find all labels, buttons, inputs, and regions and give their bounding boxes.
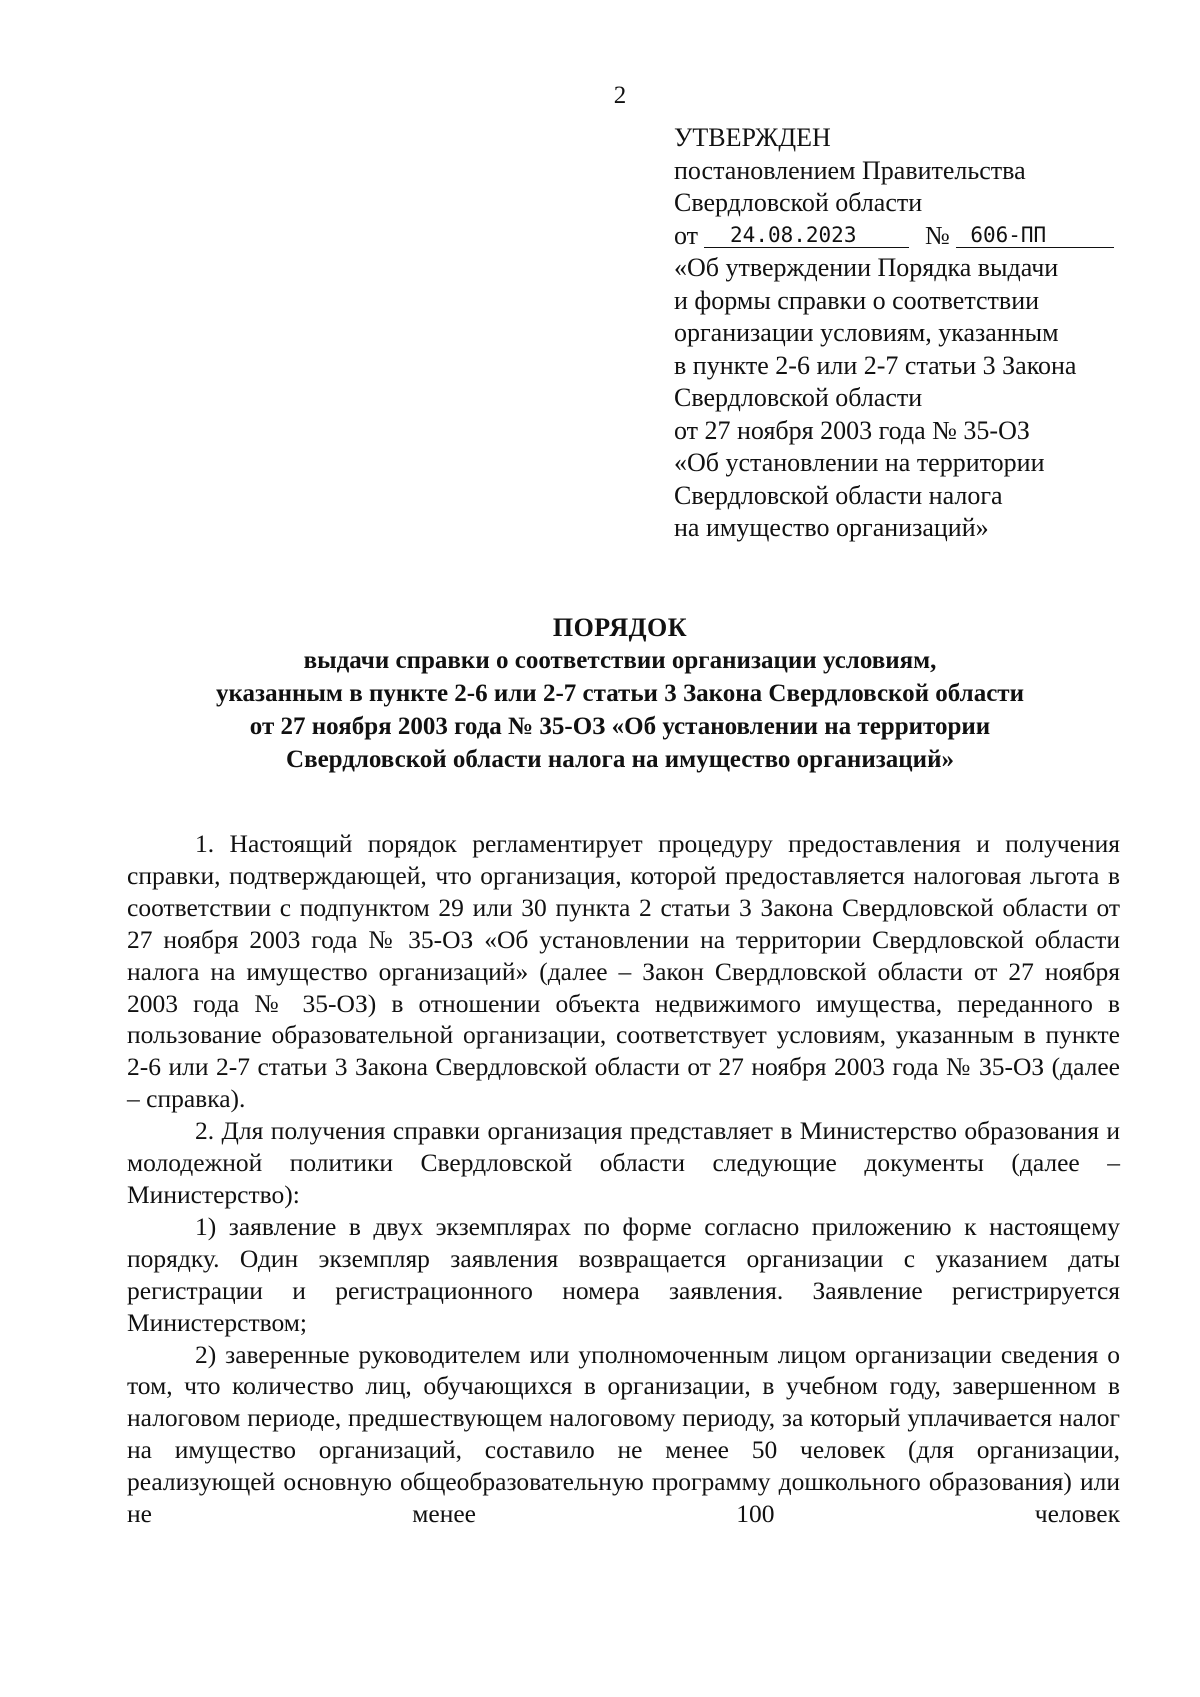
document-body (127, 828, 1120, 1530)
subtitle-line: указанным в пункте 2-6 или 2-7 статьи 3 Закона Свердловской области (216, 680, 1024, 707)
subtitle-line: Свердловской области налога на имущество организаций» (286, 746, 954, 773)
subparagraph-1: 1) заявление в двух экземплярах по форме согласно приложению к настоящему порядку. Один экземпляр заявления возвращается организации с указанием даты регистрации и регистрационного номера заявления. Заявление регистрируется Министерством; (127, 1211, 1120, 1337)
document-title: ПОРЯДОК (552, 613, 688, 642)
subparagraph-2: 2) заверенные руководителем или уполномоченным лицом организации сведения о том, что количество лиц, обучающихся в организации, в учебном году, завершенном в налоговом периоде, предшествующем налоговому периоду, за который уплачивается налог на имущество организаций, составило не менее 50 человек (для организации, реализующей основную общеобразовательную программу дошкольного образования) или не менее 100 человек (127, 1339, 1120, 1529)
approval-title-line: и формы справки о соответствии (674, 285, 1040, 315)
page-number: 2 (613, 82, 627, 109)
approval-title-line: «Об установлении на территории (674, 448, 1045, 477)
decree-number: 606-ПП (956, 223, 1114, 248)
approval-title-line: «Об утверждении Порядка выдачи (674, 253, 1059, 282)
approval-title-line: на имущество организаций» (674, 513, 989, 542)
paragraph-2: 2. Для получения справки организация представляет в Министерство образования и молодежной политики Свердловской области следующие документы (далее – Министерство): (127, 1116, 1120, 1209)
approval-line-1: постановлением Правительства (674, 155, 1026, 185)
document-heading (140, 612, 1100, 776)
approval-title-line: организации условиям, указанным (674, 318, 1059, 347)
approval-line-2: Свердловской области (674, 188, 923, 217)
approval-title-line: Свердловской области налога (674, 480, 1003, 510)
subtitle-line: выдачи справки о соответствии организации условиям, (303, 647, 937, 674)
approval-block (674, 122, 1134, 545)
subtitle-line: от 27 ноября 2003 года № 35-ОЗ «Об установлении на территории (249, 713, 991, 740)
paragraph-1: 1. Настоящий порядок регламентирует процедуру предоставления и получения справки, подтверждающей, что организация, которой предоставляется налоговая льгота в соответствии с подпунктом 29 или 30 пункта 2 статьи 3 Закона Свердловской области от 27 ноября 2003 года № 35-ОЗ «Об установлении на территории Свердловской области налога на имущество организаций» (далее – Закон Свердловской области от 27 ноября 2003 года № 35-ОЗ) в отношении объекта недвижимого имущества, переданного в пользование образовательной организации, соответствует условиям, указанным в пункте 2-6 или 2-7 статьи 3 Закона Свердловской области от 27 ноября 2003 года № 35-ОЗ (далее – справка). (127, 829, 1120, 1114)
number-sign: № (925, 220, 950, 250)
approval-status: УТВЕРЖДЕН (674, 123, 831, 152)
approval-title-line: Свердловской области (674, 383, 923, 412)
date-prefix: от (674, 220, 699, 250)
decree-date: 24.08.2023 (704, 223, 909, 248)
approval-title-line: от 27 ноября 2003 года № 35-ОЗ (674, 415, 1030, 445)
approval-date-line (674, 220, 1134, 253)
approval-title-line: в пункте 2-6 или 2-7 статьи 3 Закона (674, 350, 1077, 380)
